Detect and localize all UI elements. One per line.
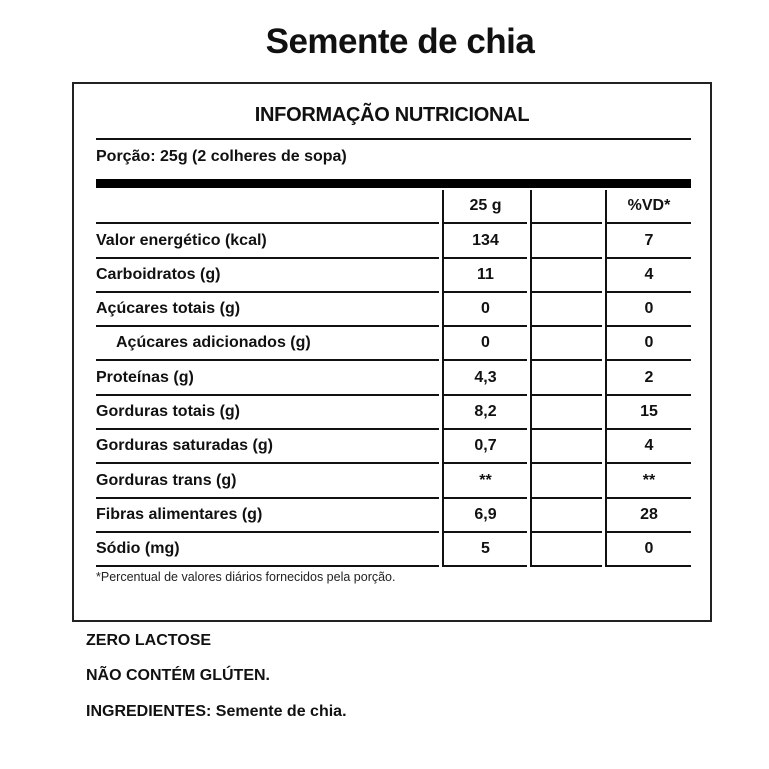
- table-row: [96, 499, 691, 533]
- gluten-free-note: NÃO CONTÉM GLÚTEN.: [86, 667, 270, 684]
- footnote: *Percentual de valores diários fornecidos pela porção.: [96, 570, 396, 584]
- nutrient-amount: 5: [481, 540, 490, 558]
- nutrient-vd: 4: [644, 437, 654, 455]
- nutrient-label-cell: [96, 361, 439, 395]
- divider-thick: [96, 179, 691, 188]
- header-vd-cell: [605, 190, 691, 224]
- nutrient-label: Carboidratos (g): [96, 265, 221, 283]
- product-title: Semente de chia: [265, 22, 535, 61]
- ingredients-note: INGREDIENTES: Semente de chia.: [86, 703, 347, 720]
- table-row: [96, 361, 691, 395]
- nutrient-amount: 0: [481, 334, 490, 352]
- blank-cell: [530, 361, 602, 395]
- column-header-amount: 25 g: [469, 197, 502, 215]
- amount-cell: [442, 464, 527, 498]
- blank-cell: [530, 259, 602, 293]
- nutrient-label-cell: [96, 533, 439, 567]
- table-row: [96, 259, 691, 293]
- nutrient-vd: 4: [644, 265, 654, 283]
- header-blank-cell: [530, 190, 602, 224]
- vd-cell: [605, 327, 691, 361]
- nutrient-amount: 0: [481, 300, 490, 318]
- nutrient-label-cell: [96, 327, 439, 361]
- nutrient-label: Proteínas (g): [96, 368, 194, 386]
- vd-cell: [605, 396, 691, 430]
- nutrient-amount: 4,3: [474, 368, 497, 386]
- nutrient-vd: 0: [644, 334, 654, 352]
- nutrient-amount: 134: [472, 231, 499, 249]
- nutrient-amount: 8,2: [474, 403, 497, 421]
- panel-heading: INFORMAÇÃO NUTRICIONAL: [254, 104, 530, 126]
- amount-cell: [442, 327, 527, 361]
- nutrient-label: Açúcares totais (g): [96, 300, 241, 318]
- blank-cell: [530, 224, 602, 258]
- table-row: [96, 430, 691, 464]
- header-label-cell: [96, 190, 439, 224]
- nutrient-vd: 2: [644, 368, 654, 386]
- vd-cell: [605, 499, 691, 533]
- nutrient-vd: 7: [644, 231, 654, 249]
- nutrient-vd: 15: [640, 403, 658, 421]
- blank-cell: [530, 499, 602, 533]
- nutrient-label-cell: [96, 293, 439, 327]
- blank-cell: [530, 533, 602, 567]
- amount-cell: [442, 361, 527, 395]
- nutrient-label: Gorduras totais (g): [96, 403, 241, 421]
- header-amount-cell: [442, 190, 527, 224]
- divider-thin: [96, 138, 691, 140]
- vd-cell: [605, 361, 691, 395]
- table-row: [96, 327, 691, 361]
- nutrient-label-cell: [96, 499, 439, 533]
- nutrient-vd: 0: [644, 540, 654, 558]
- nutrient-amount: 11: [477, 265, 494, 283]
- nutrition-facts-panel: [72, 82, 712, 622]
- nutrient-label: Açúcares adicionados (g): [116, 334, 311, 352]
- blank-cell: [530, 327, 602, 361]
- table-row: [96, 464, 691, 498]
- nutrient-vd: 0: [644, 300, 654, 318]
- nutrient-label-cell: [96, 259, 439, 293]
- amount-cell: [442, 533, 527, 567]
- amount-cell: [442, 224, 527, 258]
- blank-cell: [530, 293, 602, 327]
- amount-cell: [442, 396, 527, 430]
- nutrient-amount: **: [479, 471, 492, 489]
- portion-size: Porção: 25g (2 colheres de sopa): [96, 148, 347, 165]
- nutrient-label: Gorduras saturadas (g): [96, 437, 273, 455]
- vd-cell: [605, 259, 691, 293]
- amount-cell: [442, 430, 527, 464]
- amount-cell: [442, 259, 527, 293]
- nutrient-amount: 6,9: [474, 505, 497, 523]
- table-row: [96, 533, 691, 567]
- blank-cell: [530, 430, 602, 464]
- nutrient-label-cell: [96, 430, 439, 464]
- amount-cell: [442, 499, 527, 533]
- nutrient-label-cell: [96, 396, 439, 430]
- table-row: [96, 224, 691, 258]
- table-row: [96, 293, 691, 327]
- vd-cell: [605, 533, 691, 567]
- zero-lactose-note: ZERO LACTOSE: [86, 632, 212, 649]
- table-header-row: [96, 190, 691, 224]
- vd-cell: [605, 430, 691, 464]
- table-row: [96, 396, 691, 430]
- amount-cell: [442, 293, 527, 327]
- nutrient-label: Gorduras trans (g): [96, 471, 237, 489]
- vd-cell: [605, 224, 691, 258]
- column-header-vd: %VD*: [627, 197, 671, 215]
- vd-cell: [605, 464, 691, 498]
- nutrient-label-cell: [96, 464, 439, 498]
- nutrient-label: Sódio (mg): [96, 540, 180, 558]
- nutrient-amount: 0,7: [474, 437, 497, 455]
- nutrient-vd: **: [642, 471, 656, 489]
- blank-cell: [530, 396, 602, 430]
- vd-cell: [605, 293, 691, 327]
- nutrition-table: [96, 190, 691, 567]
- nutrient-vd: 28: [640, 505, 658, 523]
- nutrient-label-cell: [96, 224, 439, 258]
- blank-cell: [530, 464, 602, 498]
- nutrient-label: Fibras alimentares (g): [96, 505, 263, 523]
- nutrient-label: Valor energético (kcal): [96, 231, 267, 249]
